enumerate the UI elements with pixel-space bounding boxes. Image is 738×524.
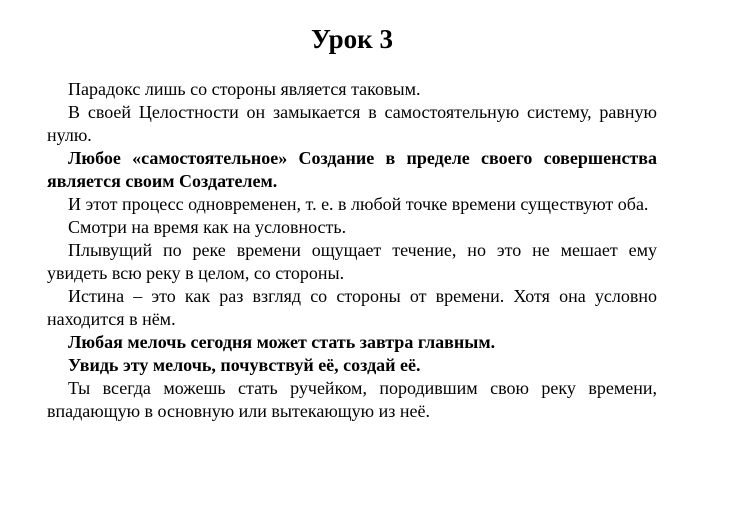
paragraph-2: В своей Целостности он замыкается в самостоятельную систему, равную нулю. <box>47 102 657 145</box>
paragraph-5: Смотри на время как на условность. <box>68 217 347 237</box>
paragraph-6: Плывущий по реке времени ощущает течение, но это не мешает ему увидеть всю реку в целом, со стороны. <box>47 240 657 283</box>
lesson-title: Урок 3 <box>311 24 393 54</box>
paragraph-8-bold: Любая мелочь сегодня может стать завтра главным. <box>68 332 496 352</box>
paragraph-9-bold: Увидь эту мелочь, почувствуй её, создай её. <box>68 355 421 375</box>
paragraph-7: Истина – это как раз взгляд со стороны от времени. Хотя она условно находится в нём. <box>47 286 657 329</box>
document-page <box>47 22 657 423</box>
paragraph-1: Парадокс лишь со стороны является таковым. <box>68 79 421 99</box>
paragraph-4: И этот процесс одновременен, т. е. в любой точке времени существуют оба. <box>68 194 649 214</box>
paragraph-10: Ты всегда можешь стать ручейком, породившим свою реку времени, впадающую в основную или вытекающую из неё. <box>47 378 657 421</box>
paragraph-3-bold: Любое «самостоятельное» Создание в пределе своего совершенства является своим Создателем. <box>47 148 657 191</box>
